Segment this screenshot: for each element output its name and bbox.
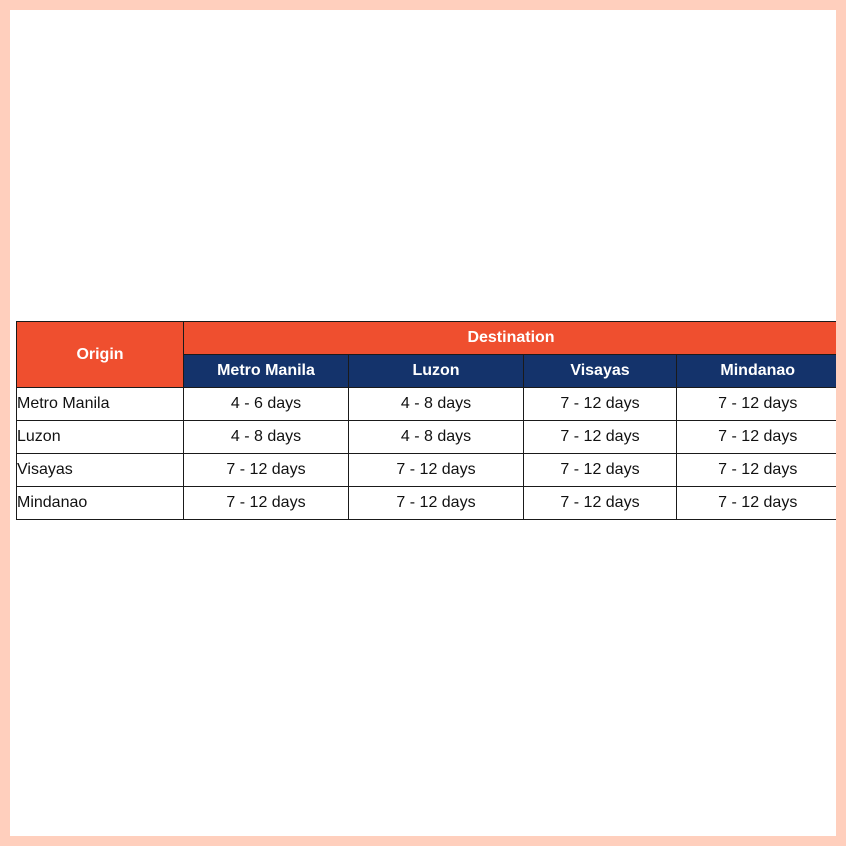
table-cell: 7 - 12 days	[677, 421, 837, 454]
row-origin-label: Luzon	[17, 421, 184, 454]
table-cell: 7 - 12 days	[524, 421, 677, 454]
destination-visayas: Visayas	[524, 355, 677, 388]
table-cell: 4 - 8 days	[349, 388, 524, 421]
table-cell: 7 - 12 days	[677, 388, 837, 421]
table-cell: 7 - 12 days	[677, 454, 837, 487]
page-frame	[10, 10, 836, 836]
delivery-time-table	[16, 321, 836, 520]
table-row	[17, 487, 837, 520]
table-row	[17, 454, 837, 487]
table-cell: 7 - 12 days	[349, 454, 524, 487]
row-origin-label: Metro Manila	[17, 388, 184, 421]
row-origin-label: Mindanao	[17, 487, 184, 520]
destination-luzon: Luzon	[349, 355, 524, 388]
table-cell: 7 - 12 days	[524, 388, 677, 421]
table-cell: 4 - 8 days	[349, 421, 524, 454]
table-cell: 7 - 12 days	[524, 454, 677, 487]
origin-header: Origin	[17, 322, 184, 388]
table-cell: 4 - 6 days	[184, 388, 349, 421]
table-cell: 7 - 12 days	[184, 454, 349, 487]
destination-metro-manila: Metro Manila	[184, 355, 349, 388]
table-row	[17, 388, 837, 421]
table-cell: 7 - 12 days	[524, 487, 677, 520]
table-cell: 7 - 12 days	[184, 487, 349, 520]
header-row-destination	[17, 322, 837, 355]
table-cell: 4 - 8 days	[184, 421, 349, 454]
row-origin-label: Visayas	[17, 454, 184, 487]
destination-mindanao: Mindanao	[677, 355, 837, 388]
table-row	[17, 421, 837, 454]
table-cell: 7 - 12 days	[349, 487, 524, 520]
table-cell: 7 - 12 days	[677, 487, 837, 520]
destination-header: Destination	[184, 322, 837, 355]
